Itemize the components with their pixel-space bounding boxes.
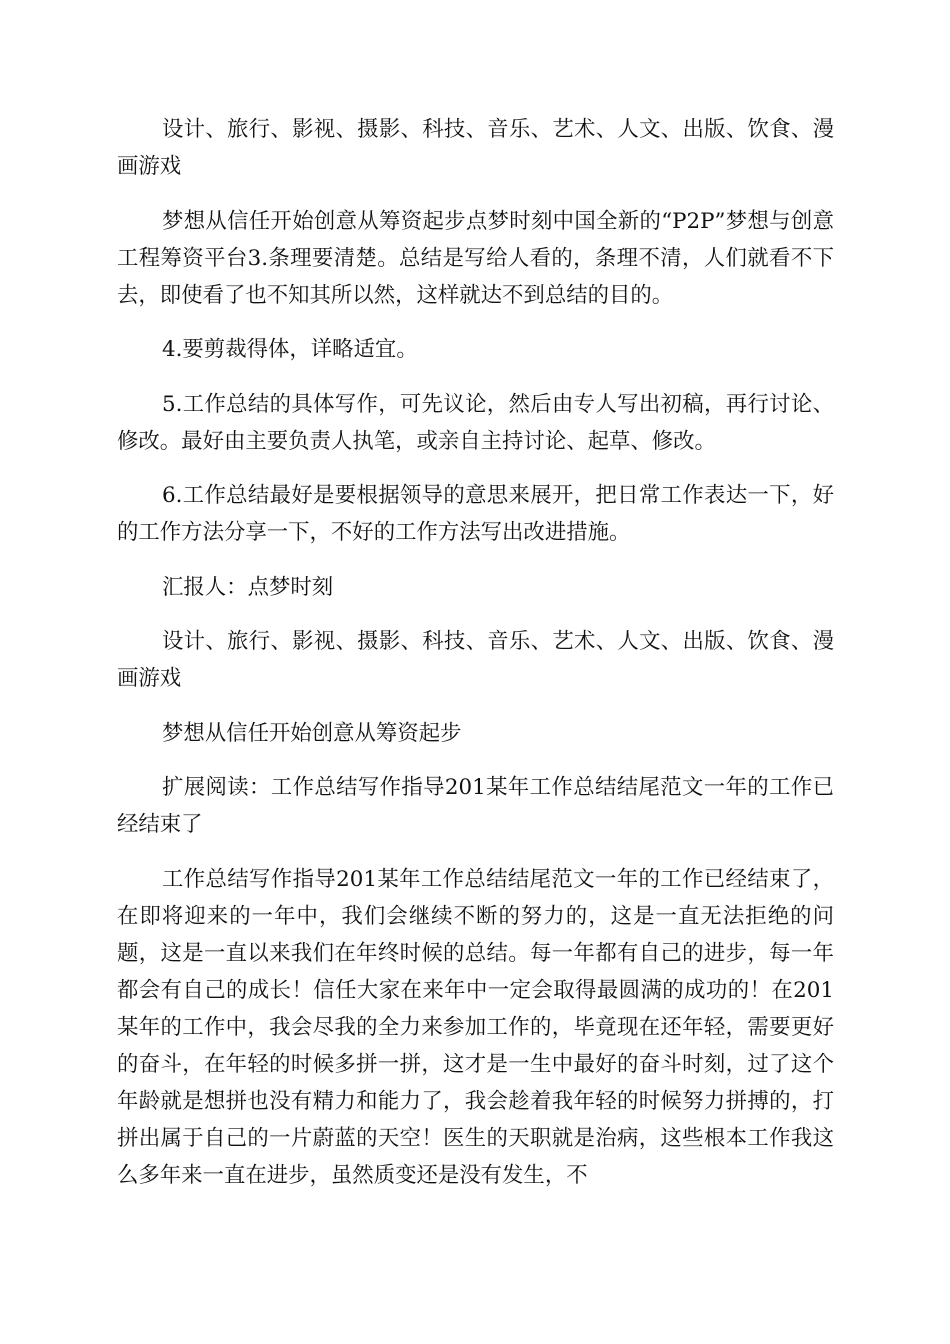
paragraph-summary-body: 工作总结写作指导201某年工作总结结尾范文一年的工作已经结束了，在即将迎来的一年中，我们会继续不断的努力的，这是一直无法拒绝的问题，这是一直以来我们在年终时候的总结。每一年都有自己的进步，每一年都会有自己的成长！信任大家在来年中一定会取得最圆满的成功的！在201某年的工作中，我会尽我的全力来参加工作的，毕竟现在还年轻，需要更好的奋斗，在年轻的时候多拼一拼，这才是一生中最好的奋斗时刻，过了这个年龄就是想拼也没有精力和能力了，我会趁着我年轻的时候努力拼搏的，打拼出属于自己的一片蔚蓝的天空！医生的天职就是治病，这些根本工作我这么多年来一直在进步，虽然质变还是没有发生，不 — [117, 866, 834, 1188]
paragraph-platform-intro: 梦想从信任开始创意从筹资起步点梦时刻中国全新的“P2P”梦想与创意工程筹资平台3.条理要清楚。总结是写给人看的，条理不清，人们就看不下去，即使看了也不知其所以然，这样就达不到总结的目的。 — [117, 208, 834, 308]
paragraph-categories-repeat: 设计、旅行、影视、摄影、科技、音乐、艺术、人文、出版、饮食、漫画游戏 — [117, 629, 834, 691]
paragraph-point-5: 5.工作总结的具体写作，可先议论，然后由专人写出初稿，再行讨论、修改。最好由主要负责人执笔，或亲自主持讨论、起草、修改。 — [117, 391, 834, 454]
paragraph-slogan: 梦想从信任开始创意从筹资起步 — [162, 720, 462, 746]
paragraph-extended-reading: 扩展阅读：工作总结写作指导201某年工作总结结尾范文一年的工作已经结束了 — [117, 775, 834, 837]
paragraph-reporter: 汇报人：点梦时刻 — [162, 574, 334, 600]
paragraph-point-6: 6.工作总结最好是要根据领导的意思来展开，把日常工作表达一下，好的工作方法分享一下，不好的工作方法写出改进措施。 — [117, 483, 834, 545]
paragraph-point-4: 4.要剪裁得体，详略适宜。 — [162, 337, 418, 362]
paragraph-categories: 设计、旅行、影视、摄影、科技、音乐、艺术、人文、出版、饮食、漫画游戏 — [117, 117, 834, 179]
document-body — [117, 111, 834, 1194]
